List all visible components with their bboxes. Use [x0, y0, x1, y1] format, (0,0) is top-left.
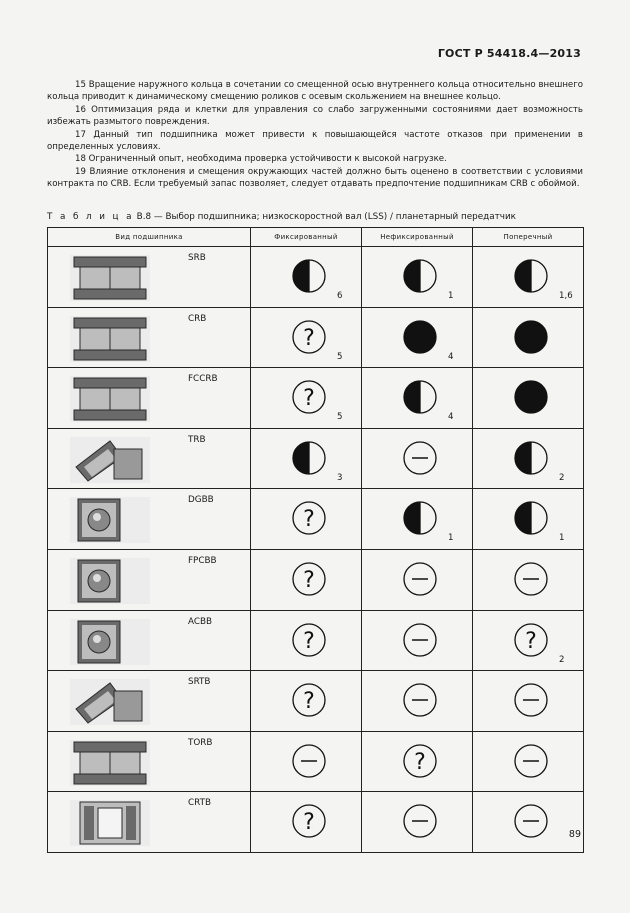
- bearing-type-label: SRTB: [188, 677, 211, 688]
- note-ref: 5: [337, 412, 343, 423]
- notes-section: [47, 79, 583, 191]
- bearing-illustration-icon: [70, 558, 150, 604]
- question-circle-icon: [292, 380, 326, 414]
- table-body: [48, 247, 584, 853]
- half-circle-icon: [514, 259, 548, 293]
- cell-nonfixed: [362, 671, 473, 732]
- note-ref: 1,6: [559, 291, 573, 301]
- bearing-illustration-icon: [70, 316, 150, 362]
- half-circle-icon: [514, 501, 548, 535]
- cell-cross: [473, 792, 584, 853]
- dash-circle-icon: [514, 683, 548, 717]
- note-ref: 2: [559, 472, 565, 483]
- cell-nonfixed: [362, 247, 473, 308]
- header-fixed: Фиксированный: [251, 228, 362, 247]
- note-paragraph: 19 Влияние отклонения и смещения окружающих частей должно быть оценено в соответствии с условиями контракта по CRB. Если требуемый запас позволяет, следует отдавать предпочтение подшипникам CRB с обоймой.: [47, 166, 583, 190]
- cell-fixed: [251, 368, 362, 429]
- bearing-type-label: TRB: [188, 434, 206, 445]
- table-row: [48, 610, 584, 671]
- table-row: [48, 549, 584, 610]
- svg-text:?: ?: [303, 386, 315, 412]
- bearing-illustration-icon: [70, 497, 150, 543]
- header-bearing-type: Вид подшипника: [48, 228, 251, 247]
- question-circle-icon: [292, 623, 326, 657]
- svg-text:?: ?: [303, 567, 315, 593]
- half-circle-icon: [403, 501, 437, 535]
- bearing-type-cell: [48, 792, 251, 853]
- note-ref: 3: [337, 472, 343, 483]
- bearing-type-cell: [48, 368, 251, 429]
- cell-cross: [473, 549, 584, 610]
- cell-cross: [473, 671, 584, 732]
- dash-circle-icon: [292, 744, 326, 778]
- page-number: 89: [568, 829, 581, 840]
- note-ref: 1: [448, 533, 454, 544]
- half-circle-icon: [514, 441, 548, 475]
- bearing-type-label: FPCBB: [188, 555, 217, 566]
- caption-prefix: Т а б л и ц а: [47, 212, 134, 222]
- svg-text:?: ?: [303, 325, 315, 351]
- bearing-type-cell: [48, 549, 251, 610]
- svg-text:?: ?: [303, 628, 315, 654]
- svg-text:?: ?: [525, 628, 537, 654]
- table-caption: [47, 212, 516, 222]
- bearing-type-label: DGBB: [188, 495, 214, 506]
- cell-nonfixed: [362, 610, 473, 671]
- bearing-type-cell: [48, 247, 251, 308]
- cell-cross: [473, 307, 584, 368]
- question-circle-icon: [292, 804, 326, 838]
- cell-fixed: [251, 489, 362, 550]
- note-ref: 1: [448, 291, 454, 301]
- cell-fixed: [251, 428, 362, 489]
- cell-fixed: [251, 549, 362, 610]
- cell-fixed: [251, 247, 362, 308]
- bearing-type-label: SRB: [188, 253, 206, 263]
- bearing-illustration-icon: [70, 800, 150, 846]
- filled-circle-icon: [514, 320, 548, 354]
- cell-cross: [473, 247, 584, 308]
- cell-fixed: [251, 610, 362, 671]
- note-paragraph: 15 Вращение наружного кольца в сочетании со смещенной осью внутреннего кольца относительно внешнего кольца приводит к динамическому смещению роликов с осевым скольжением на внешнее кольцо.: [47, 80, 583, 103]
- note-paragraph: 16 Оптимизация ряда и клетки для управления со слабо загруженными состояниями дает возможность избежать размытого повреждения.: [47, 104, 583, 128]
- cell-fixed: [251, 731, 362, 792]
- bearing-type-label: FCCRB: [188, 374, 218, 385]
- header-nonfixed: Нефиксированный: [362, 228, 473, 247]
- half-circle-icon: [292, 441, 326, 475]
- bearing-type-cell: [48, 731, 251, 792]
- dash-circle-icon: [403, 623, 437, 657]
- note-paragraph: 18 Ограниченный опыт, необходима проверка устойчивости к высокой нагрузке.: [75, 154, 447, 165]
- table-row: [48, 307, 584, 368]
- bearing-illustration-icon: [70, 619, 150, 665]
- bearing-illustration-icon: [70, 740, 150, 786]
- table-header-row: [48, 228, 584, 247]
- bearing-selection-table: [47, 227, 584, 853]
- question-circle-icon: [292, 683, 326, 717]
- bearing-illustration-icon: [70, 255, 150, 301]
- cell-cross: [473, 610, 584, 671]
- cell-fixed: [251, 671, 362, 732]
- dash-circle-icon: [403, 683, 437, 717]
- question-circle-icon: [403, 744, 437, 778]
- svg-text:?: ?: [303, 507, 315, 533]
- cell-nonfixed: [362, 368, 473, 429]
- table-row: [48, 428, 584, 489]
- table-row: [48, 731, 584, 792]
- half-circle-icon: [292, 259, 326, 293]
- bearing-type-label: ACBB: [188, 616, 213, 627]
- cell-fixed: [251, 307, 362, 368]
- note-ref: 6: [337, 291, 343, 301]
- caption-text: В.8 — Выбор подшипника; низкоскоростной вал (LSS) / планетарный передатчик: [133, 212, 516, 222]
- table-row: [48, 489, 584, 550]
- question-circle-icon: [292, 501, 326, 535]
- bearing-type-label: CRTB: [188, 798, 212, 809]
- table-row: [48, 792, 584, 853]
- header-cross: Поперечный: [473, 228, 584, 247]
- dash-circle-icon: [514, 562, 548, 596]
- question-circle-icon: [292, 562, 326, 596]
- cell-cross: [473, 428, 584, 489]
- cell-cross: [473, 731, 584, 792]
- cell-nonfixed: [362, 307, 473, 368]
- table-row: [48, 247, 584, 308]
- note-paragraph: 17 Данный тип подшипника может привести к повышающейся частоте отказов при применении в определенных условиях.: [47, 129, 583, 153]
- bearing-type-cell: [48, 489, 251, 550]
- svg-text:?: ?: [303, 810, 315, 836]
- bearing-illustration-icon: [70, 679, 150, 725]
- table-row: [48, 671, 584, 732]
- half-circle-icon: [403, 380, 437, 414]
- cell-nonfixed: [362, 549, 473, 610]
- bearing-type-label: CRB: [188, 313, 207, 324]
- cell-fixed: [251, 792, 362, 853]
- note-ref: 4: [448, 412, 454, 423]
- note-ref: 2: [559, 654, 565, 665]
- bearing-type-label: TORB: [188, 737, 213, 748]
- dash-circle-icon: [403, 562, 437, 596]
- cell-nonfixed: [362, 792, 473, 853]
- bearing-illustration-icon: [70, 437, 150, 483]
- bearing-type-cell: [48, 428, 251, 489]
- dash-circle-icon: [403, 804, 437, 838]
- question-circle-icon: [514, 623, 548, 657]
- cell-nonfixed: [362, 428, 473, 489]
- filled-circle-icon: [403, 320, 437, 354]
- note-ref: 5: [337, 351, 343, 362]
- cell-nonfixed: [362, 731, 473, 792]
- dash-circle-icon: [514, 804, 548, 838]
- cell-cross: [473, 368, 584, 429]
- svg-text:?: ?: [303, 689, 315, 715]
- bearing-illustration-icon: [70, 376, 150, 422]
- cell-cross: [473, 489, 584, 550]
- question-circle-icon: [292, 320, 326, 354]
- cell-nonfixed: [362, 489, 473, 550]
- standard-code: ГОСТ Р 54418.4—2013: [437, 47, 581, 60]
- note-ref: 1: [559, 533, 565, 544]
- note-ref: 4: [448, 351, 454, 362]
- table-row: [48, 368, 584, 429]
- half-circle-icon: [403, 259, 437, 293]
- bearing-type-cell: [48, 307, 251, 368]
- dash-circle-icon: [514, 744, 548, 778]
- dash-circle-icon: [403, 441, 437, 475]
- filled-circle-icon: [514, 380, 548, 414]
- bearing-type-cell: [48, 671, 251, 732]
- svg-text:?: ?: [414, 749, 426, 775]
- bearing-type-cell: [48, 610, 251, 671]
